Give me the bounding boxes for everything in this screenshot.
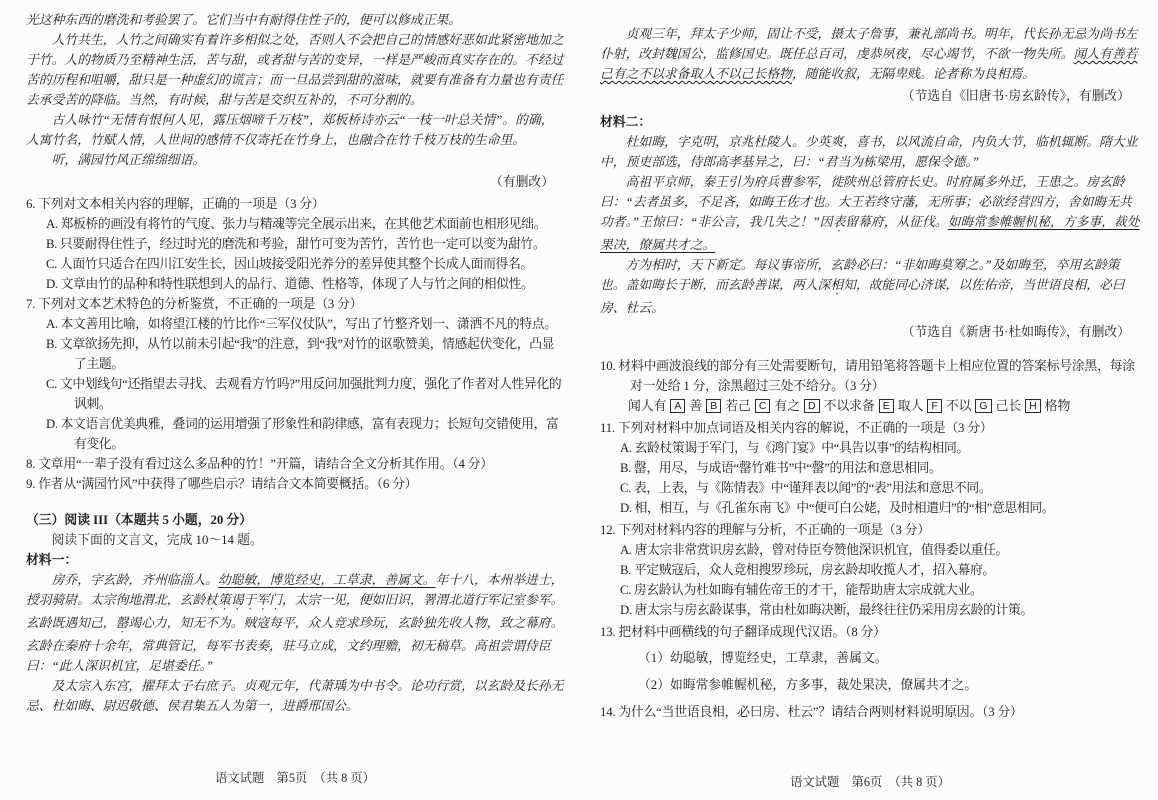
text-segment: 9. 作者从“满园竹风”中获得了哪些启示？请结合文本简要概括。（6 分） bbox=[26, 477, 418, 491]
text-segment: A. 本文善用比喻，如将望江楼的竹比作“三军仪仗队”，写出了竹整齐划一、潇洒不凡的特点。 bbox=[46, 317, 557, 331]
text-segment: D. 文章由竹的品种和特性联想到人的品行、道德、性格等，体现了人与竹之间的相似性。 bbox=[46, 277, 534, 291]
question-13 bbox=[600, 622, 1140, 642]
text-segment: （三）阅读 III（本题共 5 小题，20 分） bbox=[26, 513, 253, 527]
text-segment: 罄 bbox=[115, 616, 129, 630]
answer-box-A: A bbox=[670, 399, 685, 413]
text-segment: A. 郑板桥的画没有将竹的气度、张力与精魂等完全展示出来，在其他艺术面前也相形见绌。 bbox=[46, 217, 547, 231]
answer-box-C: C bbox=[755, 399, 771, 413]
section-3-intro bbox=[26, 530, 564, 550]
question-7 bbox=[26, 294, 564, 314]
text-segment: 及太宗入东宫，擢拜太子右庶子。贞观元年，代萧瑀为中书令。论功行赏，以玄龄及长孙无忌、杜如晦、尉迟敬德、侯君集五人为第一，进爵邢国公。 bbox=[26, 679, 564, 713]
text-segment: 己长 bbox=[995, 399, 1022, 413]
text-segment: 竭心力，知无不为。贼寇每平，众人竞求珍玩，玄龄独先收人物，致之幕府。玄龄在秦府十余年，常典管记，每军书表奏，驻马立成，文约理赡，初无稿草。高祖尝谓侍臣曰：“此人深识机宜，足堪委任。” bbox=[26, 616, 564, 673]
text-segment: 杖策谒于军门 bbox=[205, 593, 282, 607]
option-12c bbox=[600, 580, 1140, 600]
material-1-paragraph bbox=[26, 676, 564, 716]
answer-box-H: H bbox=[1025, 399, 1041, 413]
text-segment: C. 房玄龄认为杜如晦有辅佐帝王的才干，能帮助唐太宗成就大业。 bbox=[620, 583, 983, 597]
text-segment: 幼聪敏，博览经史，工草隶，善属文。 bbox=[217, 573, 436, 587]
material-1-paragraph bbox=[600, 24, 1140, 84]
question-13-1 bbox=[600, 648, 1140, 668]
passage-continuation bbox=[26, 10, 564, 30]
answer-box-B: B bbox=[706, 399, 721, 413]
text-segment: 知，故能同心济谋，以佐佑帝，当世语良相，必曰房、杜云。 bbox=[600, 278, 1125, 315]
text-segment: ，随能收叙，无隔卑贱。论者称为良相焉。 bbox=[791, 67, 1036, 81]
text-segment: （有删改） bbox=[490, 175, 554, 189]
material-2-paragraph bbox=[600, 172, 1140, 255]
text-segment: C. 文中划线句“还指望去寻找、去观看方竹吗?”用反问加强批判力度，强化了作者对人性异化的讽刺。 bbox=[46, 377, 562, 411]
text-segment: 10. 材料中画波浪线的部分有三处需要断句，请用铅笔将答题卡上相应位置的答案标号涂黑，每涂对一处给 1 分，涂黑超过三处不给分。（3 分） bbox=[600, 359, 1135, 393]
passage-paragraph bbox=[26, 30, 564, 110]
text-segment: 人竹共生，人竹之间确实有着许多相似之处，否则人不会把自己的情感好恶如此紧密地加之于竹。人的物质乃至精神生活，苦与甜，或者甜与苦的变异，一样是严峻而真实存在的。不经过苦的历程和咀嚼，甜只是一种虚幻的谎言；而一旦品尝到甜的滋味，就要有准备有力量也有责任去承受苦的降临。当然，有时候，甜与苦是交织互补的，不可分割的。 bbox=[26, 33, 564, 107]
text-segment: 留幕府，从征伐。 bbox=[845, 215, 948, 229]
text-segment: C. 人面竹只适合在四川江安生长，因山坡接受阳光养分的差异使其整个长成人面而得名。 bbox=[46, 257, 533, 271]
page-6-footer bbox=[600, 772, 1140, 792]
passage-note bbox=[26, 172, 564, 192]
text-segment: 11. 下列对材料中加点词语及相关内容的解说，不正确的一项是（3 分） bbox=[600, 421, 993, 435]
text-segment: B. 罄，用尽，与成语“罄竹难书”中“罄”的用法和意思相同。 bbox=[620, 461, 942, 475]
text-segment: A. 玄龄杖策谒于军门，与《鸿门宴》中“具告以事”的结构相同。 bbox=[620, 441, 969, 455]
option-12a bbox=[600, 540, 1140, 560]
answer-box-D: D bbox=[804, 399, 820, 413]
text-segment: （1）幼聪敏，博览经史，工草隶，善属文。 bbox=[638, 651, 888, 665]
page-footer-text: 语文试题 第5页 （共 8 页） bbox=[215, 771, 375, 785]
material-1-paragraph bbox=[26, 570, 564, 676]
option-11a bbox=[600, 438, 1140, 458]
text-segment: 听，满园竹风正绵绵细语。 bbox=[51, 153, 206, 167]
option-11c bbox=[600, 478, 1140, 498]
text-segment: 善 bbox=[689, 399, 703, 413]
text-segment: A. 唐太宗非常赏识房玄龄，曾对侍臣夸赞他深识机宜，值得委以重任。 bbox=[620, 543, 1008, 557]
question-14 bbox=[600, 702, 1140, 722]
page-5-content bbox=[26, 10, 564, 716]
text-segment: 格物 bbox=[1044, 399, 1071, 413]
text-segment: 年十八，本州举进士，授羽骑尉。太宗徇地渭北，玄龄 bbox=[26, 573, 564, 607]
text-segment: （2）如晦常参帷幄机秘，方多事，裁处果决，僚属共才之。 bbox=[638, 678, 978, 692]
text-segment: 贞观三年，拜太子少师，固让不受，摄太子詹事，兼礼部尚书。明年，代长孙无忌为尚书左仆射，改封魏国公，监修国史。既任总百司，虔恭夙夜，尽心竭节，不欲一物失所。 bbox=[600, 27, 1138, 61]
text-segment: 杜如晦，字克明，京兆杜陵人。少英爽，喜书，以风流自命，内负大节，临机辄断。隋大业中，预吏部选，侍郎高孝基异之，曰：“君当为栋梁用，愿保令德。” bbox=[600, 135, 1138, 169]
option-7c bbox=[26, 374, 564, 414]
question-12 bbox=[600, 520, 1140, 540]
option-11b bbox=[600, 458, 1140, 478]
option-11d bbox=[600, 498, 1140, 518]
page-5 bbox=[26, 0, 564, 800]
text-segment: D. 相，相互，与《孔雀东南飞》中“便可白公姥，及时相遣归”的“相”意思相同。 bbox=[620, 501, 1055, 515]
option-7d bbox=[26, 414, 564, 454]
page-6-content bbox=[600, 24, 1140, 722]
material-2-paragraph bbox=[600, 255, 1140, 318]
text-segment: 13. 把材料中画横线的句子翻译成现代汉语。（8 分） bbox=[600, 625, 886, 639]
option-12d bbox=[600, 600, 1140, 620]
text-segment: ，太宗一见，便如旧识，署渭北道行军记室参军。玄龄既遇知己， bbox=[26, 593, 564, 630]
text-segment: C. 表，上表，与《陈情表》中“谨拜表以闻”的“表”用法和意思不同。 bbox=[620, 481, 992, 495]
option-7a bbox=[26, 314, 564, 334]
text-segment: 方为相时，天下新定。每议事帝所，玄龄必曰：“非如晦莫筹之。”及如晦至，卒用玄龄策也。盖如晦长于断，而玄龄善谋，两人深 bbox=[600, 258, 1120, 292]
text-segment: （节选自《新唐书·杜如晦传》，有删改） bbox=[901, 325, 1130, 339]
text-segment: （节选自《旧唐书·房玄龄传》，有删改） bbox=[901, 89, 1130, 103]
option-6d bbox=[26, 274, 564, 294]
text-segment: 表 bbox=[832, 215, 846, 229]
text-segment: 有之 bbox=[774, 399, 800, 413]
option-6b bbox=[26, 234, 564, 254]
text-segment: 材料二： bbox=[600, 115, 652, 129]
material-1-label bbox=[26, 550, 564, 570]
text-segment: 相 bbox=[830, 278, 844, 292]
material-2-paragraph bbox=[600, 132, 1140, 172]
text-segment: 7. 下列对文本艺术特色的分析鉴赏，不正确的一项是（3 分） bbox=[26, 297, 363, 311]
page-footer-text: 语文试题 第6页 （共 8 页） bbox=[790, 775, 950, 789]
material-2-source bbox=[600, 322, 1140, 342]
text-segment: 闻人有善若己有之不以求备取人不以己长格物 bbox=[600, 47, 1138, 81]
passage-paragraph bbox=[26, 110, 564, 150]
option-6c bbox=[26, 254, 564, 274]
question-13-2 bbox=[600, 675, 1140, 695]
text-segment: 8. 文章用“一辈子没有看过这么多品种的竹！”开篇，请结合全文分析其作用。（4 分） bbox=[26, 457, 493, 471]
material-1-source bbox=[600, 86, 1140, 106]
text-segment: 高祖平京师，秦王引为府兵曹参军，徙陕州总管府长史。时府属多外迁，王患之。房玄龄曰：“去者虽多，不足吝，如晦王佐才也。大王若终守藩，无所事；必欲经营四方，舍如晦无共功者。”王惊曰：“非公言，我几失之！”因 bbox=[600, 175, 1132, 229]
question-6 bbox=[26, 194, 564, 214]
section-3-heading bbox=[26, 510, 564, 530]
answer-box-E: E bbox=[879, 399, 894, 413]
answer-box-F: F bbox=[927, 399, 941, 413]
question-8 bbox=[26, 454, 564, 474]
text-segment: 房乔，字玄龄，齐州临淄人。 bbox=[51, 573, 218, 587]
text-segment: B. 只要耐得住性子，经过时光的磨洗和考验，甜竹可变为苦竹，苦竹也一定可以变为甜竹。 bbox=[46, 237, 546, 251]
text-segment: 材料一： bbox=[26, 553, 78, 567]
text-segment: D. 本文语言优美典雅，叠词的运用增强了形象性和韵律感，富有表现力；长短句交错使用，富有变化。 bbox=[46, 417, 559, 451]
text-segment: B. 平定贼寇后，众人竞相搜罗珍玩，房玄龄却收揽人才，招入幕府。 bbox=[620, 563, 995, 577]
page-5-footer bbox=[26, 768, 564, 788]
text-segment: 若己 bbox=[725, 399, 751, 413]
passage-paragraph bbox=[26, 150, 564, 170]
text-segment: 古人咏竹“无情有恨何人见，露压烟啼千万枝”，郑板桥诗亦云“一枝一叶总关情”。的确，人寓竹名，竹赋人情，人世间的感情不仅寄托在竹身上，也融合在竹千枝万枝的生命里。 bbox=[26, 113, 554, 147]
text-segment: 6. 下列对文本相关内容的理解，正确的一项是（3 分） bbox=[26, 197, 325, 211]
option-12b bbox=[600, 560, 1140, 580]
text-segment: B. 文章欲扬先抑，从竹以前未引起“我”的注意，到“我”对竹的讴歌赞美，情感起伏变化，凸显了主题。 bbox=[46, 337, 555, 371]
text-segment: D. 唐太宗与房玄龄谋事，常由杜如晦决断，最终往往仍采用房玄龄的计策。 bbox=[620, 603, 1033, 617]
text-segment: 12. 下列对材料内容的理解与分析，不正确的一项是（3 分） bbox=[600, 523, 930, 537]
text-segment: 阅读下面的文言文，完成 10～14 题。 bbox=[51, 533, 263, 547]
text-segment: 取人 bbox=[897, 399, 924, 413]
text-segment: 14. 为什么“当世语良相，必曰房、杜云”？请结合两则材料说明原因。（3 分） bbox=[600, 705, 1023, 719]
option-6a bbox=[26, 214, 564, 234]
text-segment: 不以求备 bbox=[823, 399, 875, 413]
question-9 bbox=[26, 474, 564, 494]
text-segment: 不以 bbox=[945, 399, 972, 413]
question-10-answer-line bbox=[600, 396, 1140, 416]
answer-box-G: G bbox=[975, 399, 991, 413]
page-6 bbox=[600, 0, 1140, 800]
material-2-label bbox=[600, 112, 1140, 132]
question-11 bbox=[600, 418, 1140, 438]
question-10 bbox=[600, 356, 1140, 396]
text-segment: 光这种东西的磨洗和考验罢了。它们当中有耐得住性子的，便可以修成正果。 bbox=[26, 13, 462, 27]
text-segment: 闻人有 bbox=[628, 399, 667, 413]
option-7b bbox=[26, 334, 564, 374]
text-segment: 如晦常参帷幄机秘，方多事，裁处果决，僚属共才之。 bbox=[600, 215, 1140, 252]
